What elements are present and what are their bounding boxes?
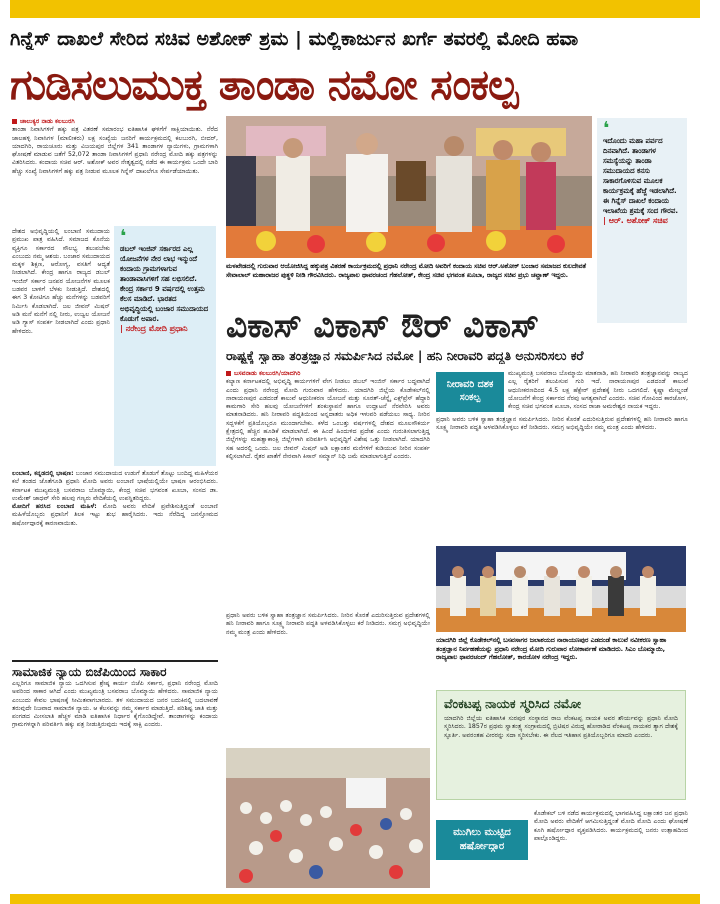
top-color-bar [10,0,700,18]
dateline-text: ಚಾಲುಕ್ಯರ ನಾಡು ಕಲಬುರಗಿ [20,118,75,125]
crowd-image [226,748,430,888]
vikas-body-continued: ಪ್ರಧಾನಿ ಅವರು ಬಳಿಕ ಸ್ವಾಹಾ ತಂತ್ರಜ್ಞಾನ ಸಮರ್ಪಿಸಿದರು. ನೀರಿನ ಕೊರತೆ ಎದುರಿಸುತ್ತಿರುವ ಪ್ರದೇಶಗಳಲ್ಲಿ ಹನಿ ನೀರಾವರಿ ಹಾಗೂ ಸೂಕ್ಷ್ಮ ನೀರಾವರಿ ಪದ್ಧತಿ ಅಳವಡಿಸಿಕೊಳ್ಳಲು ಕರೆ ನೀಡಿದರು. ಸಮಗ್ರ ಅಭಿವೃದ್ಧಿಯೇ ನಮ್ಮ ಮಂತ್ರ ಎಂದು ಹೇಳಿದರು. [226,612,430,636]
article-body-5: ಎಲ್ಲರಿಗೂ ಸಾಮಾಜಿಕ ನ್ಯಾಯ ಒದಗಿಸುವ ಶ್ರೇಷ್ಠ ಕಾರ್ಯ ಬಿಜೆಪಿ ಸರ್ಕಾರ, ಪ್ರಧಾನಿ ನರೇಂದ್ರ ಮೋದಿ ಅವರಿಂದ ಸಾಕಾರ ಆಗಿದೆ ಎಂದು ಮುಖ್ಯಮಂತ್ರಿ ಬಸವರಾಜ ಬೊಮ್ಮಾಯಿ ಹೇಳಿದರು. ಸಾಮಾಜಿಕ ನ್ಯಾಯ ಎಂಬುದು ಕೇವಲ ಭಾಷಣಕ್ಕೆ ಸೀಮಿತವಾಗಬಾರದು. ತಳ ಸಮುದಾಯದ ಜನರ ಬದುಕಿನಲ್ಲಿ ಬದಲಾವಣೆ ತರುವುದೇ ನಿಜವಾದ ಸಾಮಾಜಿಕ ನ್ಯಾಯ. ಆ ಕೆಲಸವನ್ನು ನಮ್ಮ ಸರ್ಕಾರ ಮಾಡುತ್ತಿದೆ. ಪರಿಶಿಷ್ಟ ಜಾತಿ ಮತ್ತು ಪಂಗಡದ ಮೀಸಲಾತಿ ಹೆಚ್ಚಳ ಮಾಡಿ ಐತಿಹಾಸಿಕ ನಿರ್ಧಾರ ಕೈಗೊಂಡಿದ್ದೇವೆ. ತಾಂಡಾಗಳನ್ನು ಕಂದಾಯ ಗ್ರಾಮಗಳನ್ನಾಗಿ ಪರಿವರ್ತಿಸಿ ಹಕ್ಕು ಪತ್ರ ನೀಡುತ್ತಿರುವುದು ಇದಕ್ಕೆ ಸಾಕ್ಷಿ ಎಂದರು. [12,680,218,729]
vikas-headline: ವಿಕಾಸ್ ವಿಕಾಸ್ ಔರ್ ವಿಕಾಸ್ [226,306,540,345]
venkatappa-body: ಯಾದಗಿರಿ ಜಿಲ್ಲೆಯ ಐತಿಹಾಸಿಕ ಸುರಪುರ ಸಂಸ್ಥಾನದ ರಾಜ ವೆಂಕಟಪ್ಪ ನಾಯಕ ಅವರ ಶೌರ್ಯವನ್ನು ಪ್ರಧಾನಿ ಮೋದಿ ಸ್ಮರಿಸಿದರು. 1857ರ ಪ್ರಥಮ ಸ್ವಾತಂತ್ರ್ಯ ಸಂಗ್ರಾಮದಲ್ಲಿ ಬ್ರಿಟಿಷರ ವಿರುದ್ಧ ಹೋರಾಡಿದ ವೆಂಕಟಪ್ಪ ನಾಯಕರ ತ್ಯಾಗ ದೇಶಕ್ಕೆ ಸ್ಫೂರ್ತಿ. ಅವರಂತಹ ವೀರರನ್ನು ಸದಾ ಸ್ಮರಿಸಬೇಕು. ಈ ನೆಲದ ಇತಿಹಾಸ ಪ್ರತಿಯೊಬ್ಬರಿಗೂ ಮಾದರಿ ಎಂದರು. [444,715,678,739]
body-4-text: ಮೋದಿ ಅವರು ವೇದಿಕೆ ಪ್ರವೇಶಿಸುತ್ತಿದ್ದಂತೆ ಲಂಬಾಣಿ ಮಹಿಳೆಯೊಬ್ಬರು ಪ್ರಧಾನಿಗೆ ತಿಲಕ ಇಟ್ಟು ಶುಭ ಹಾರೈಸಿದರು. ಇದು ನೆರೆದಿದ್ದ ಜನಸ್ತೋಮದ ಹರ್ಷೋದ್ಗಾರಕ್ಕೆ ಕಾರಣವಾಯಿತು. [12,503,218,527]
side-quote-text: ಇದೊಂದು ಮಹಾ ಪರ್ವದ ದಿನವಾಗಿದೆ. ತಾಂಡಾಗಳ ಸಮಸ್ಯೆಯನ್ನು ತಾಂಡಾ ಸಮುದಾಯದ ಕನಸು ಸಾಕಾರಗೊಳಿಸುವ ಮೂಲಕ ಕಾರ್ಯಕ್ರಮಕ್ಕೆ ಹೆಜ್ಜೆ ಇಡಲಾಗಿದೆ. ಈ ಗಿನ್ನೆಸ್ ದಾಖಲೆ ಕಂದಾಯ ಇಲಾಖೆಯ ಶ್ರಮಕ್ಕೆ ಸಂದ ಗೌರವ. [603,137,678,215]
vikas-body-continue [226,612,430,742]
cheers-badge: ಮುಗಿಲು ಮುಟ್ಟಿದ ಹರ್ಷೋದ್ಗಾರ [436,820,528,860]
dignitaries-image [436,546,686,632]
main-headline: ಗುಡಿಸಲುಮುಕ್ತ ತಾಂಡಾ ನಮೋ ಸಂಕಲ್ಪ [10,60,518,109]
kicker-headline: ಗಿನ್ನೆಸ್ ದಾಖಲೆ ಸೇರಿದ ಸಚಿವ ಅಶೋಕ್ ಶ್ರಮ | ಮಲ್ಲಿಕಾರ್ಜುನ ಖರ್ಗೆ ತವರಲ್ಲಿ ಮೋದಿ ಹವಾ [10,28,579,50]
cheers-text: ಕೊಡೇಕಲ್ ಬಳಿ ನಡೆದ ಕಾರ್ಯಕ್ರಮದಲ್ಲಿ ಭಾಗವಹಿಸಿದ್ದ ಲಕ್ಷಾಂತರ ಜನ ಪ್ರಧಾನಿ ಮೋದಿ ಅವರು ವೇದಿಕೆಗೆ ಆಗಮಿಸುತ್ತಿದ್ದಂತೆ ಮೋದಿ ಮೋದಿ ಎಂದು ಘೋಷಣೆ ಕೂಗಿ ಹರ್ಷೋದ್ಗಾರ ವ್ಯಕ್ತಪಡಿಸಿದರು. ಕಾರ್ಯಕ್ರಮದಲ್ಲಿ ಜನರು ಉತ್ಸಾಹದಿಂದ ಪಾಲ್ಗೊಂಡಿದ್ದರು. [534,810,688,842]
second-photo-caption: ಯಾದಗಿರಿ ಜಿಲ್ಲೆ ಕೊಡೇಕಲ್‌ನಲ್ಲಿ ಬಸವಸಾಗರ ಜಲಾಶಯದ ನಾರಾಯಣಪುರ ಎಡದಂಡೆ ಕಾಲುವೆ ನವೀಕರಣ ಸ್ವಾಹಾ ತಂತ್ರಜ್ಞಾನ ನಿರ್ವಹಣೆಯನ್ನು ಪ್ರಧಾನಿ ನರೇಂದ್ರ ಮೋದಿ ಗುರುವಾರ ಲೋಕಾರ್ಪಣೆ ಮಾಡಿದರು. ಸಿಎಂ ಬೊಮ್ಮಾಯಿ, ರಾಜ್ಯಪಾಲ ಥಾವರಚಂದ್ ಗೆಹಲೋತ್, ಕಾರಜೋಳ ನರೇಂದ್ರ ಇದ್ದರು. [436,636,667,662]
byline-marker [226,371,231,376]
venkatappa-box [436,690,686,800]
cheers-body [534,810,688,890]
article-body-4 [12,503,218,528]
quote-text: ಡಬಲ್ ಇಂಜಿನ್ ಸರ್ಕಾರದ ಎಲ್ಲ ಯೋಜನೆಗಳ ನೇರ ಲಾಭ ಇನ್ಮುಂದೆ ಕಂದಾಯ ಗ್ರಾಮಗಳಾಗುವ ತಾಂಡಾವಾಸಿಗಳಿಗೆ ಸಹ ಲಭಿಸಲಿದೆ. ಕೇಂದ್ರ ಸರ್ಕಾರ 9 ವರ್ಷದಲ್ಲಿ ಉತ್ತಮ ಕೆಲಸ ಮಾಡಿದೆ. ಭಾರತದ ಅಭಿವೃದ್ಧಿಯಲ್ಲಿ ಬಂಜಾರ ಸಮುದಾಯದ ಕೊಡುಗೆ ಅಪಾರ. [120,245,209,323]
main-photo-caption: ಮಳಖೇಡದಲ್ಲಿ ಗುರುವಾರ ಆಯೋಜಿಸಿದ್ದ ಹಕ್ಕುಪತ್ರ ವಿತರಣೆ ಕಾರ್ಯಕ್ರಮದಲ್ಲಿ ಪ್ರಧಾನಿ ನರೇಂದ್ರ ಮೋದಿ ಅವರಿಗೆ ಕಂದಾಯ ಸಚಿವ ಆರ್.ಅಶೋಕ್ ಬಂಜಾರ ಸಮಾಜದ ಕುಲದೇವತೆ ಸೇವಾಲಾಲ್ ಮಹಾರಾಜರ ಪುತ್ಥಳಿ ನೀಡಿ ಗೌರವಿಸಿದರು. ರಾಜ್ಯಪಾಲ ಥಾವರಚಂದ ಗೆಹಲೋತ್, ಕೇಂದ್ರ ಸಚಿವ ಭಗವಂತ ಖೂಬಾ, ರಾಜ್ಯದ ಸಚಿವ ಪ್ರಭು ಚವ್ಹಾಣ್ ಇದ್ದರು. [226,262,587,279]
quote-mark-icon: ❛ [603,118,610,139]
vikas-body-left [226,370,430,610]
vikas-body-right [508,370,688,414]
left-column-top [12,118,218,226]
vikas-body-3: ಪ್ರಧಾನಿ ಅವರು ಬಳಿಕ ಸ್ವಾಹಾ ತಂತ್ರಜ್ಞಾನ ಸಮರ್ಪಿಸಿದರು. ನೀರಿನ ಕೊರತೆ ಎದುರಿಸುತ್ತಿರುವ ಪ್ರದೇಶಗಳಲ್ಲಿ ಹನಿ ನೀರಾವರಿ ಹಾಗೂ ಸೂಕ್ಷ್ಮ ನೀರಾವರಿ ಪದ್ಧತಿ ಅಳವಡಿಸಿಕೊಳ್ಳಲು ಕರೆ ನೀಡಿದರು. ಸಮಗ್ರ ಅಭಿವೃದ್ಧಿಯೇ ನಮ್ಮ ಮಂತ್ರ ಎಂದು ಹೇಳಿದರು. [436,416,688,432]
side-quote-attribution: | ಆರ್. ಅಶೋಕ್ ಸಚಿವ [603,216,668,225]
vikas-body-1: ಕಲ್ಯಾಣ ಕರ್ನಾಟಕದಲ್ಲಿ ಅಭಿವೃದ್ಧಿ ಕಾರ್ಯಗಳಿಗೆ ವೇಗ ನೀಡಲು ಡಬಲ್ ಇಂಜಿನ್ ಸರ್ಕಾರ ಬದ್ಧವಾಗಿದೆ ಎಂದು ಪ್ರಧಾನಿ ನರೇಂದ್ರ ಮೋದಿ ಗುರುವಾರ ಹೇಳಿದರು. ಯಾದಗಿರಿ ಜಿಲ್ಲೆಯ ಕೊಡೇಕಲ್‌ನಲ್ಲಿ ನಾರಾಯಣಪುರ ಎಡದಂಡೆ ಕಾಲುವೆ ಆಧುನೀಕರಣ ಯೋಜನೆ ಮತ್ತು ಸೂರತ್-ಚೆನ್ನೈ ಎಕ್ಸ್‌ಪ್ರೆಸ್ ಹೆದ್ದಾರಿ ಕಾಮಗಾರಿ ಸೇರಿ ಹಲವು ಯೋಜನೆಗಳಿಗೆ ಶಂಕುಸ್ಥಾಪನೆ ಹಾಗೂ ಉದ್ಘಾಟನೆ ನೆರವೇರಿಸಿ ಅವರು ಮಾತನಾಡಿದರು. ಹನಿ ನೀರಾವರಿ ಪದ್ಧತಿಯಿಂದ ಅನ್ನದಾತರು ಅಧಿಕ ಇಳುವರಿ ಪಡೆಯಲು ಸಾಧ್ಯ. ನೀರಿನ ಸದ್ಬಳಕೆಗೆ ಪ್ರತಿಯೊಬ್ಬರೂ ಮುಂದಾಗಬೇಕು. ಕಳೆದ ಒಂಬತ್ತು ವರ್ಷಗಳಲ್ಲಿ ದೇಶದ ಮೂಲಸೌಕರ್ಯ ಕ್ಷೇತ್ರದಲ್ಲಿ ಹೆಚ್ಚಿನ ಹೂಡಿಕೆ ಮಾಡಲಾಗಿದೆ. ಈ ಹಿಂದೆ ಹಿಂದುಳಿದ ಪ್ರದೇಶ ಎಂದು ಗುರುತಿಸಲಾಗುತ್ತಿದ್ದ ಜಿಲ್ಲೆಗಳನ್ನು ಮಹತ್ವಾಕಾಂಕ್ಷಿ ಜಿಲ್ಲೆಗಳಾಗಿ ಪರಿವರ್ತಿಸಿ ಅಭಿವೃದ್ಧಿಗೆ ವಿಶೇಷ ಒತ್ತು ನೀಡಲಾಗಿದೆ. ಯಾದಗಿರಿ ಸಹ ಅದರಲ್ಲಿ ಒಂದು. ಜಲ ಜೀವನ್ ಮಿಷನ್ ಅಡಿ ಲಕ್ಷಾಂತರ ಮನೆಗಳಿಗೆ ಕುಡಿಯುವ ನೀರಿನ ಸಂಪರ್ಕ ಕಲ್ಪಿಸಲಾಗಿದೆ. ರೈತರ ಖಾತೆಗೆ ನೇರವಾಗಿ ಕಿಸಾನ್ ಸಮ್ಮಾನ್ ನಿಧಿ ಜಮೆ ಮಾಡಲಾಗುತ್ತಿದೆ ಎಂದರು. [226,378,430,460]
main-event-photo [226,116,592,258]
vikas-dateline-text: ಬಸವನಾಡು ಕಲಬುರಗಿ/ಯಾದಗಿರಿ [234,370,301,377]
body-3-text: ಬಂಜಾರ ಸಮುದಾಯದ ಉಡುಗೆ ತೊಡುಗೆ ತೊಟ್ಟು ಬಂದಿದ್ದ ಮಹಿಳೆಯರ ಕಲೆ ತಂಡದ ಜೊತೆಗೂಡಿ ಪ್ರಧಾನಿ ಮೋದಿ ಅವರು ಲಂಬಾಣಿ ಭಾಷೆಯಲ್ಲಿಯೇ ಭಾಷಣ ಆರಂಭಿಸಿದರು. ಕರ್ನಾಟಕ ಮುಖ್ಯಮಂತ್ರಿ ಬಸವರಾಜ ಬೊಮ್ಮಾಯಿ, ಕೇಂದ್ರ ಸಚಿವ ಭಗವಂತ ಖೂಬಾ, ಸಂಸದ ಡಾ. ಉಮೇಶ್ ಜಾಧವ್ ಸೇರಿ ಹಲವು ಗಣ್ಯರು ವೇದಿಕೆಯಲ್ಲಿ ಉಪಸ್ಥಿತರಿದ್ದರು. [12,470,218,502]
vikas-body-right-lower [436,416,688,542]
quote-mark-icon: ❛ [120,226,127,247]
crowd-photo [226,748,430,888]
stage-scene-image [226,116,592,258]
subhead-blessing: ಮೋದಿಗೆ ಹರಸಿದ ಲಂಬಾಣಿ ಮಹಿಳೆ: [12,503,97,511]
irrigation-badge: ನೀರಾವರಿ ದಶಕ ಸಂಕಲ್ಪ [436,372,504,412]
subhead-speech: ಲಂಬಾಣಿ, ಕನ್ನಡದಲ್ಲಿ ಭಾಷಣ: [12,470,74,477]
article-body-2: ದೇಶದ ಅಭಿವೃದ್ಧಿಯಲ್ಲಿ ಲಂಬಾಣಿ ಸಮುದಾಯ ಪ್ರಮುಖ ಪಾತ್ರ ವಹಿಸಿದೆ. ಸಮಾಜದ ಕೊನೆಯ ವ್ಯಕ್ತಿಗೂ ಸರ್ಕಾರದ ಸೌಲಭ್ಯ ತಲುಪಬೇಕು ಎಂಬುದು ನಮ್ಮ ಆಶಯ. ಬಂಜಾರ ಸಮುದಾಯದ ಮಕ್ಕಳ ಶಿಕ್ಷಣ, ಆರೋಗ್ಯ, ವಸತಿಗೆ ಆದ್ಯತೆ ನೀಡಲಾಗಿದೆ. ಕೇಂದ್ರ ಹಾಗೂ ರಾಜ್ಯದ ಡಬಲ್ ಇಂಜಿನ್ ಸರ್ಕಾರ ಜನಪರ ಯೋಜನೆಗಳ ಮೂಲಕ ಬಡವರ ಬಾಳಿಗೆ ಬೆಳಕು ನೀಡುತ್ತಿದೆ. ದೇಶದಲ್ಲಿ ಈಗ 3 ಕೋಟಿಗೂ ಹೆಚ್ಚು ಮನೆಗಳನ್ನು ಬಡವರಿಗೆ ನಿರ್ಮಿಸಿ ಕೊಡಲಾಗಿದೆ. ಜಲ ಜೀವನ್ ಮಿಷನ್ ಅಡಿ ಮನೆ ಮನೆಗೆ ನಲ್ಲಿ ನೀರು, ಉಜ್ವಲ ಯೋಜನೆ ಅಡಿ ಗ್ಯಾಸ್ ಸಂಪರ್ಕ ನೀಡಲಾಗಿದೆ ಎಂದು ಪ್ರಧಾನಿ ಹೇಳಿದರು. [12,228,110,335]
byline-marker [12,119,17,124]
dateline [12,118,218,126]
left-column-lower [12,470,218,654]
vikas-subheadline: ರಾಷ್ಟ್ರಕ್ಕೆ ಸ್ವಾಹಾ ತಂತ್ರಜ್ಞಾನ ಸಮರ್ಪಿಸಿದ ನಮೋ | ಹನಿ ನೀರಾವರಿ ಪದ್ಧತಿ ಅನುಸರಿಸಲು ಕರೆ [226,348,584,363]
vikas-dateline [226,370,430,378]
left-column-bottom [12,680,218,888]
modi-quote-box [114,226,216,466]
second-event-photo [436,546,686,632]
venkatappa-title: ವೆಂಕಟಪ್ಪ ನಾಯಕ ಸ್ಮರಿಸಿದ ನಮೋ [444,696,581,711]
article-body-1: ತಾಂಡಾ ನಿವಾಸಿಗಳಿಗೆ ಹಕ್ಕು ಪತ್ರ ವಿತರಣೆ ಸಮಾರಂಭ ಐತಿಹಾಸಿಕ ಘಳಿಗೆಗೆ ಸಾಕ್ಷಿಯಾಯಿತು. ನೆರೆದ ಜಾಲಹಳ್ಳಿ ನಿವಾಸಿಗಳ (ಮಾಲೀಕರು) ಲಕ್ಷ ಸಂಖ್ಯೆಯ ಜನರಿಗೆ ಕಾರ್ಯಕ್ರಮದಲ್ಲಿ ಕಲಬುರಗಿ, ಬೀದರ್, ಯಾದಗಿರಿ, ರಾಯಚೂರು ಮತ್ತು ವಿಜಯಪುರ ಜಿಲ್ಲೆಗಳ 341 ತಾಂಡಾಗಳ ನ್ಯಾಯಿಗಳು, ಗ್ರಾಮಗಳಾಗಿ ಘೋಷಣೆ ಮಾಡುವ ಜತೆಗೆ 52,072 ತಾಂಡಾ ನಿವಾಸಿಗಳಿಗೆ ಪ್ರಧಾನಿ ನರೇಂದ್ರ ಮೋದಿ ಹಕ್ಕು ಪತ್ರಗಳನ್ನು ವಿತರಿಸಿದರು. ಕಂದಾಯ ಸಚಿವ ಆರ್. ಅಶೋಕ್ ಅವರ ನೇತೃತ್ವದಲ್ಲಿ ನಡೆದ ಈ ಕಾರ್ಯಕ್ರಮ ಒಂದೇ ಬಾರಿ ಹೆಚ್ಚು ಸಂಖ್ಯೆ ನಿವಾಸಿಗಳಿಗೆ ಹಕ್ಕು ಪತ್ರ ನೀಡುವ ಮೂಲಕ ಗಿನ್ನೆಸ್ ದಾಖಲೆಗೂ ಸೇರ್ಪಡೆಯಾಯಿತು. [12,126,218,175]
quote-attribution: | ನರೇಂದ್ರ ಮೋದಿ ಪ್ರಧಾನಿ [120,324,188,333]
vikas-body-2-intro: ಮುಖ್ಯಮಂತ್ರಿ ಬಸವರಾಜ ಬೊಮ್ಮಾಯಿ ಮಾತನಾಡಿ, ಹನಿ ನೀರಾವರಿ ತಂತ್ರಜ್ಞಾನವನ್ನು ರಾಜ್ಯದ ಎಲ್ಲ ರೈತರಿಗೆ ತಲುಪಿಸುವ ಗುರಿ ಇದೆ. ನಾರಾಯಣಪುರ ಎಡದಂಡೆ ಕಾಲುವೆ ಆಧುನೀಕರಣದಿಂದ 4.5 ಲಕ್ಷ ಹೆಕ್ಟೇರ್ ಪ್ರದೇಶಕ್ಕೆ ನೀರು ಒದಗಲಿದೆ. ಕೃಷ್ಣಾ ಮೇಲ್ದಂಡೆ ಯೋಜನೆಗೆ ಕೇಂದ್ರ ಸರ್ಕಾರದ ನೆರವು ಅಗತ್ಯವಾಗಿದೆ ಎಂದರು. ಸಚಿವ ಗೋವಿಂದ ಕಾರಜೋಳ, ಕೇಂದ್ರ ಸಚಿವ ಭಗವಂತ ಖೂಬಾ, ಸಂಸದ ರಾಜಾ ಅಮರೇಶ್ವರ ನಾಯಕ ಇದ್ದರು. [508,370,688,411]
social-justice-title: ಸಾಮಾಜಿಕ ನ್ಯಾಯ ಬಿಜೆಪಿಯಿಂದ ಸಾಕಾರ [12,660,218,680]
ashok-quote-box [597,118,687,323]
bottom-color-bar [10,894,700,904]
article-body-3 [12,470,218,503]
